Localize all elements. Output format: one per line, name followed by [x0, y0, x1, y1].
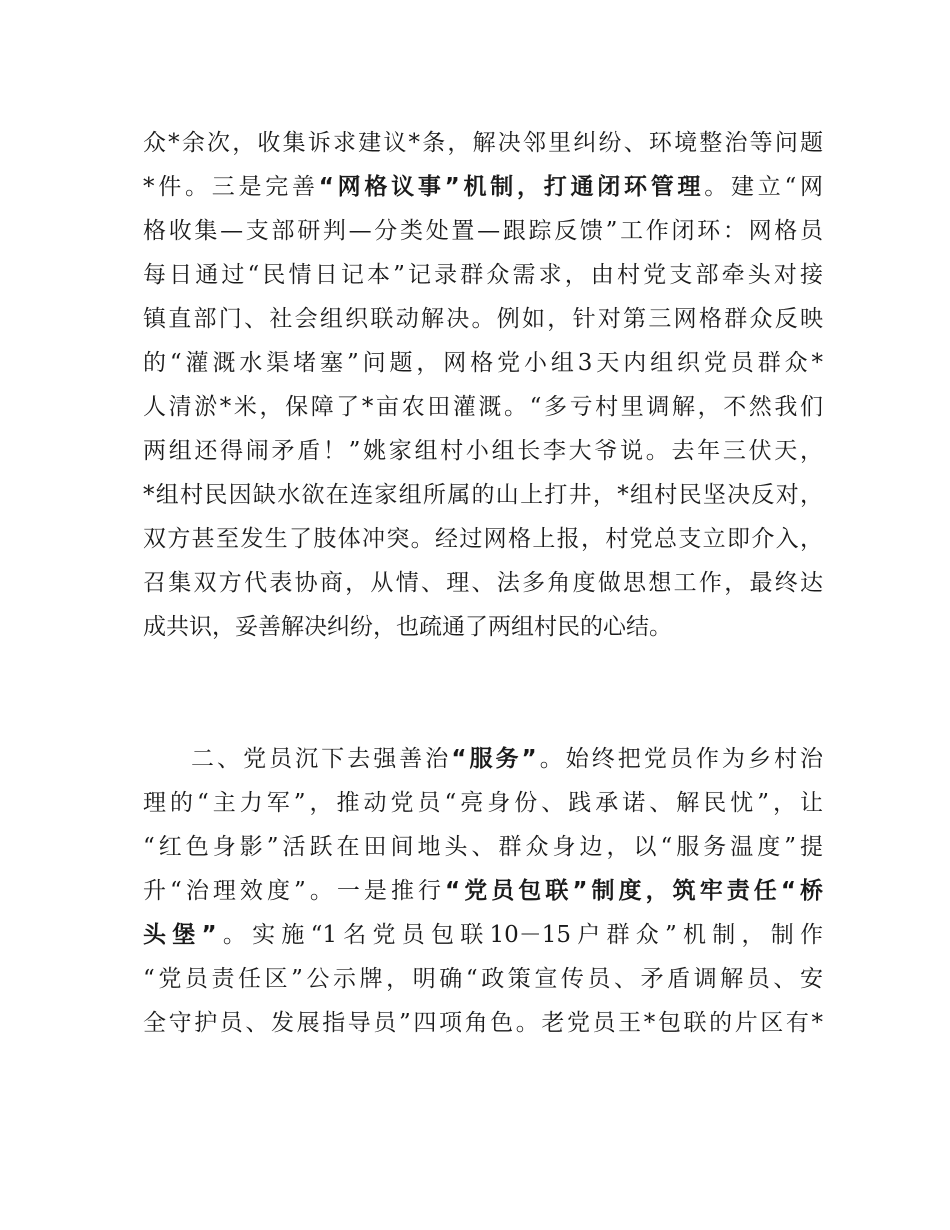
paragraph-2: [143, 737, 823, 1045]
text-line: 格收集—支部研判—分类处置—跟踪反馈”工作闭环：网格员: [143, 218, 823, 244]
text-line: 头堡”。实施“1名党员包联10－15户群众”机制，制作: [143, 922, 823, 948]
text-line: 每日通过“民情日记本”记录群众需求，由村党支部牵头对接: [143, 262, 823, 288]
text-line: 理的“主力军”，推动党员“亮身份、践承诺、解民忧”，让: [143, 790, 823, 816]
text-line: 全守护员、发展指导员”四项角色。老党员王*包联的片区有*: [143, 1010, 823, 1036]
text-line: 两组还得闹矛盾！”姚家组村小组长李大爷说。去年三伏天，: [143, 438, 823, 464]
text-line: 镇直部门、社会组织联动解决。例如，针对第三网格群众反映: [143, 306, 823, 332]
bold-heading: “党员包联”制度，筑牢责任“桥: [445, 878, 823, 904]
text-line: *组村民因缺水欲在连家组所属的山上打井，*组村民坚决反对，: [143, 482, 823, 508]
text-line: *件。三是完善“网格议事”机制，打通闭环管理。建立“网: [143, 174, 823, 200]
bold-heading: 头堡”: [143, 922, 217, 948]
text-line: “红色身影”活跃在田间地头、群众身边，以“服务温度”提: [143, 834, 823, 860]
text-line: 成共识，妥善解决纠纷，也疏通了两组村民的心结。: [143, 614, 672, 640]
bold-heading: “服务”: [451, 746, 537, 772]
text-line: 升“治理效度”。一是推行“党员包联”制度，筑牢责任“桥: [143, 878, 823, 904]
text-line: 召集双方代表协商，从情、理、法多角度做思想工作，最终达: [143, 570, 823, 596]
text-line: 双方甚至发生了肢体冲突。经过网格上报，村党总支立即介入，: [143, 526, 823, 552]
bold-heading: “网格议事”机制，打通闭环管理: [318, 174, 705, 200]
text-line: 的“灌溉水渠堵塞”问题，网格党小组3天内组织党员群众*: [143, 350, 823, 376]
text-line: 众*余次，收集诉求建议*条，解决邻里纠纷、环境整治等问题: [143, 130, 823, 156]
paragraph-1: [143, 121, 823, 649]
text-line: 人清淤*米，保障了*亩农田灌溉。“多亏村里调解，不然我们: [143, 394, 823, 420]
text-line: “党员责任区”公示牌，明确“政策宣传员、矛盾调解员、安: [143, 966, 823, 992]
text-line: 二、党员沉下去强善治“服务”。始终把党员作为乡村治: [191, 746, 823, 772]
